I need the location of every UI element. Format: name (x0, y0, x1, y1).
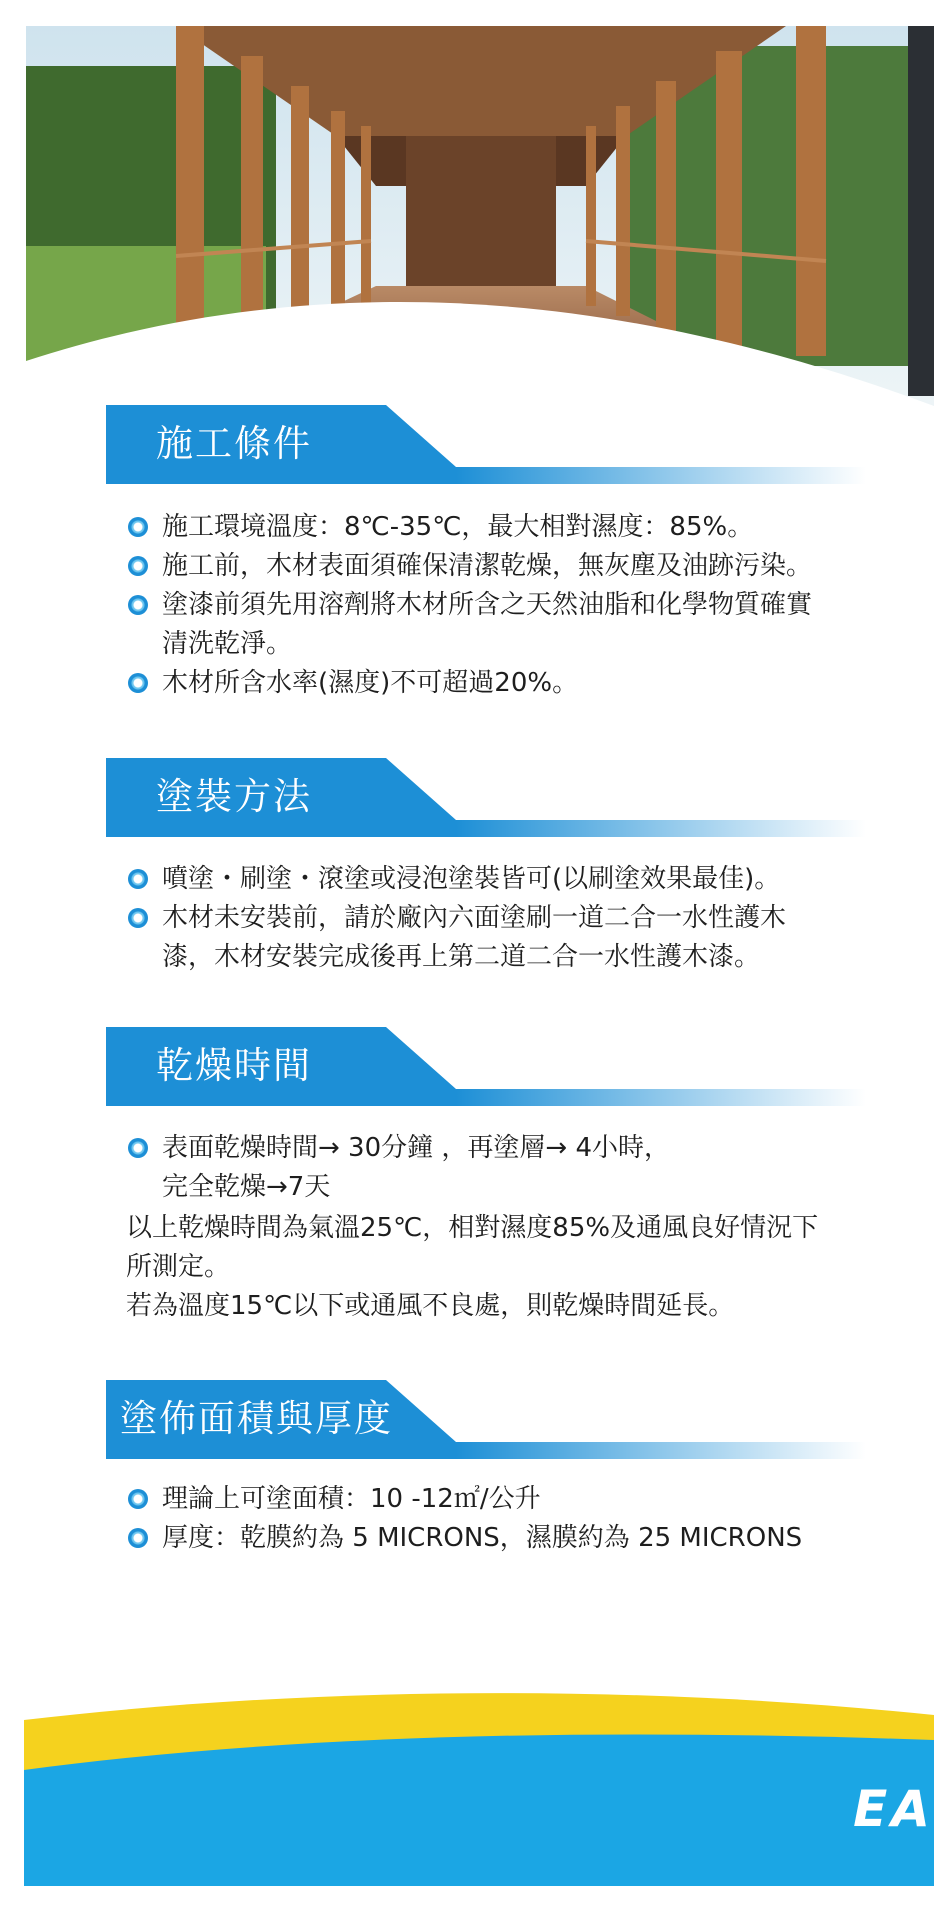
bullet-icon (128, 556, 148, 576)
list-item: 厚度：乾膜約為 5 MICRONS，濕膜約為 25 MICRONS (126, 1519, 866, 1558)
bullet-icon (128, 595, 148, 615)
section-header-drying (106, 1027, 866, 1107)
drying-note: 以上乾燥時間為氣溫25℃，相對濕度85%及通風良好情況下 所測定。 (126, 1213, 819, 1282)
footer-band (24, 1680, 934, 1894)
list-item: 木材所含水率(濕度)不可超過20%。 (126, 664, 866, 703)
hero-photo (26, 26, 934, 416)
list-item: 表面乾燥時間→ 30分鐘 ，再塗層→ 4小時， 完全乾燥→7天 (126, 1129, 866, 1207)
section-header-coverage (106, 1380, 866, 1460)
list-item: 施工環境溫度：8℃-35℃，最大相對濕度：85%。 (126, 508, 866, 547)
list-item: 噴塗・刷塗・滾塗或浸泡塗裝皆可(以刷塗效果最佳)。 (126, 860, 866, 899)
list-item: 理論上可塗面積：10 -12㎡/公升 (126, 1480, 866, 1519)
section-header-method (106, 758, 866, 838)
coverage-list (126, 1480, 866, 1558)
list-item: 木材未安裝前，請於廠內六面塗刷一道二合一水性護木 漆，木材安裝完成後再上第二道二合一水性護木漆。 (126, 899, 866, 977)
drying-note: 若為溫度15℃以下或通風不良處，則乾燥時間延長。 (126, 1291, 735, 1321)
brand-logo-text: EA (853, 1780, 934, 1838)
section-header-conditions (106, 405, 866, 485)
conditions-list (126, 508, 866, 703)
list-item: 塗漆前須先用溶劑將木材所含之天然油脂和化學物質確實 清洗乾淨。 (126, 586, 866, 664)
bullet-icon (128, 1489, 148, 1509)
bullet-icon (128, 1528, 148, 1548)
section-title: 乾燥時間 (156, 1044, 312, 1087)
list-item: 施工前，木材表面須確保清潔乾燥，無灰塵及油跡污染。 (126, 547, 866, 586)
bullet-icon (128, 1138, 148, 1158)
bullet-icon (128, 517, 148, 537)
section-title: 塗佈面積與厚度 (120, 1397, 393, 1440)
edge-photo-strip (908, 26, 934, 396)
section-title: 塗裝方法 (156, 775, 312, 818)
bullet-icon (128, 673, 148, 693)
method-list (126, 860, 866, 977)
drying-list (126, 1129, 866, 1207)
section-title: 施工條件 (156, 422, 312, 465)
bullet-icon (128, 908, 148, 928)
bullet-icon (128, 869, 148, 889)
